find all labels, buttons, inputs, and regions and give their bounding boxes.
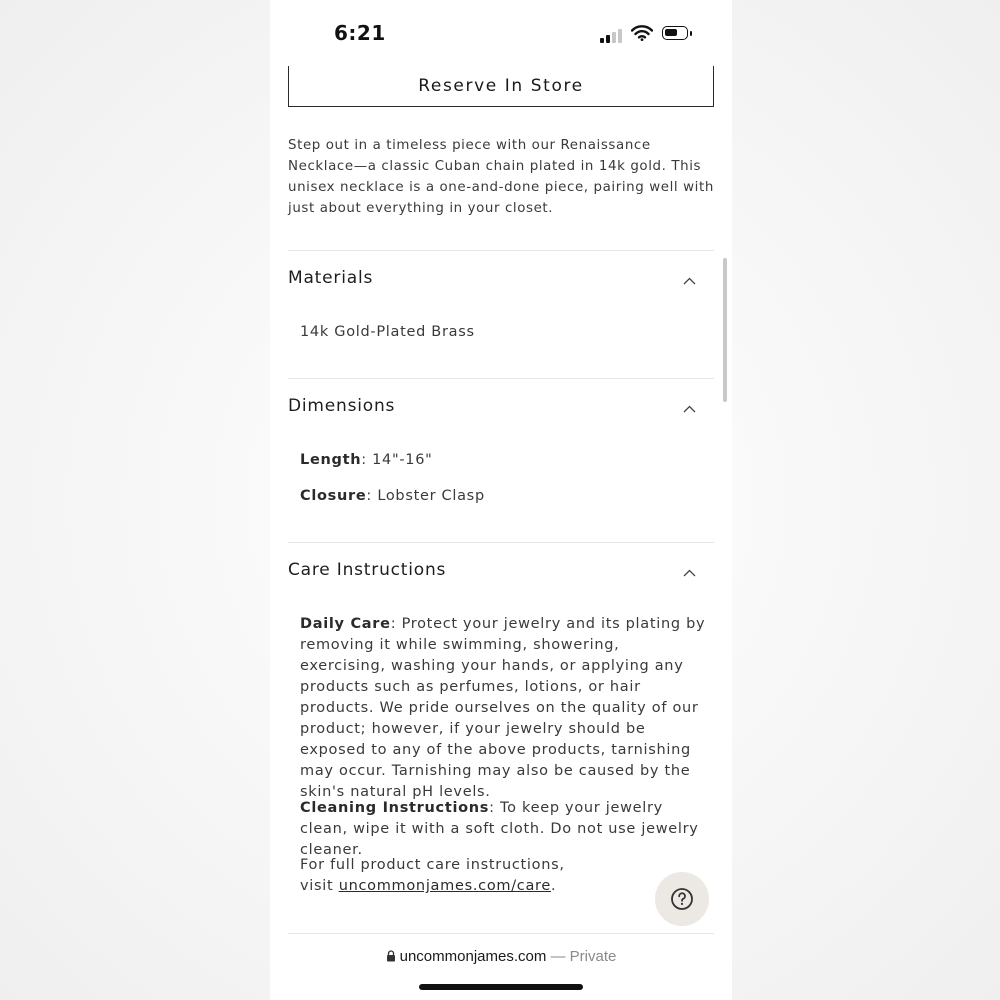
full-care-text	[300, 855, 710, 897]
daily-care-body: : Protect your jewelry and its plating by removing it while swimming, showering, exercising, washing your hands, or applying any products such as perfumes, lotions, or hair products. We pride ourselves on the quality of our product; however, if your jewelry should be exposed to any of the above products, tarnishing may occur. Tarnishing may also be caused by the skin's natural pH levels.	[300, 616, 706, 800]
materials-header[interactable]: Materials	[288, 268, 374, 288]
closure-label: Closure	[300, 488, 367, 504]
lock-icon	[386, 950, 396, 962]
home-indicator[interactable]	[419, 984, 583, 990]
dimension-closure	[300, 486, 710, 507]
divider	[288, 542, 714, 543]
product-description: Step out in a timeless piece with our Renaissance Necklace—a classic Cuban chain plated in 14k gold. This unisex necklace is a one-and-done piece, pairing well with just about everything in your closet.	[288, 138, 714, 216]
private-label: — Private	[546, 948, 617, 965]
divider	[288, 250, 714, 251]
divider	[288, 933, 714, 934]
chevron-up-icon[interactable]	[683, 405, 696, 413]
length-value: : 14"-16"	[361, 452, 433, 468]
battery-nub	[690, 31, 692, 36]
care-instructions-header[interactable]: Care Instructions	[288, 560, 447, 580]
battery-icon	[662, 26, 688, 40]
chevron-up-icon[interactable]	[683, 569, 696, 577]
divider	[288, 378, 714, 379]
url-domain: uncommonjames.com	[399, 948, 547, 965]
dimensions-header[interactable]: Dimensions	[288, 396, 396, 416]
closure-value: : Lobster Clasp	[366, 488, 485, 504]
daily-care-text	[300, 614, 710, 803]
reserve-in-store-button[interactable]: Reserve In Store	[288, 66, 714, 107]
status-time: 6:21	[334, 21, 386, 45]
care-link[interactable]: uncommonjames.com/care	[338, 878, 552, 894]
chevron-up-icon[interactable]	[683, 277, 696, 285]
length-label: Length	[300, 452, 362, 468]
cleaning-instructions-text	[300, 798, 710, 861]
daily-care-label: Daily Care	[300, 616, 391, 632]
wifi-icon	[631, 25, 653, 41]
materials-text: 14k Gold-Plated Brass	[300, 324, 475, 340]
help-button[interactable]	[655, 872, 709, 926]
browser-url-bar[interactable]	[270, 948, 732, 965]
cellular-signal-icon	[600, 27, 624, 43]
dimension-length	[300, 450, 710, 471]
scrollbar[interactable]	[723, 258, 727, 402]
visit-label: visit	[300, 878, 339, 894]
question-mark-icon	[670, 887, 694, 911]
full-care-line: For full product care instructions,	[300, 857, 565, 873]
phone-screen	[270, 0, 732, 1000]
cleaning-body: : To keep your jewelry clean, wipe it with a soft cloth. Do not use jewelry cleaner.	[300, 800, 699, 858]
cleaning-label: Cleaning Instructions	[300, 800, 490, 816]
period: .	[551, 878, 557, 894]
